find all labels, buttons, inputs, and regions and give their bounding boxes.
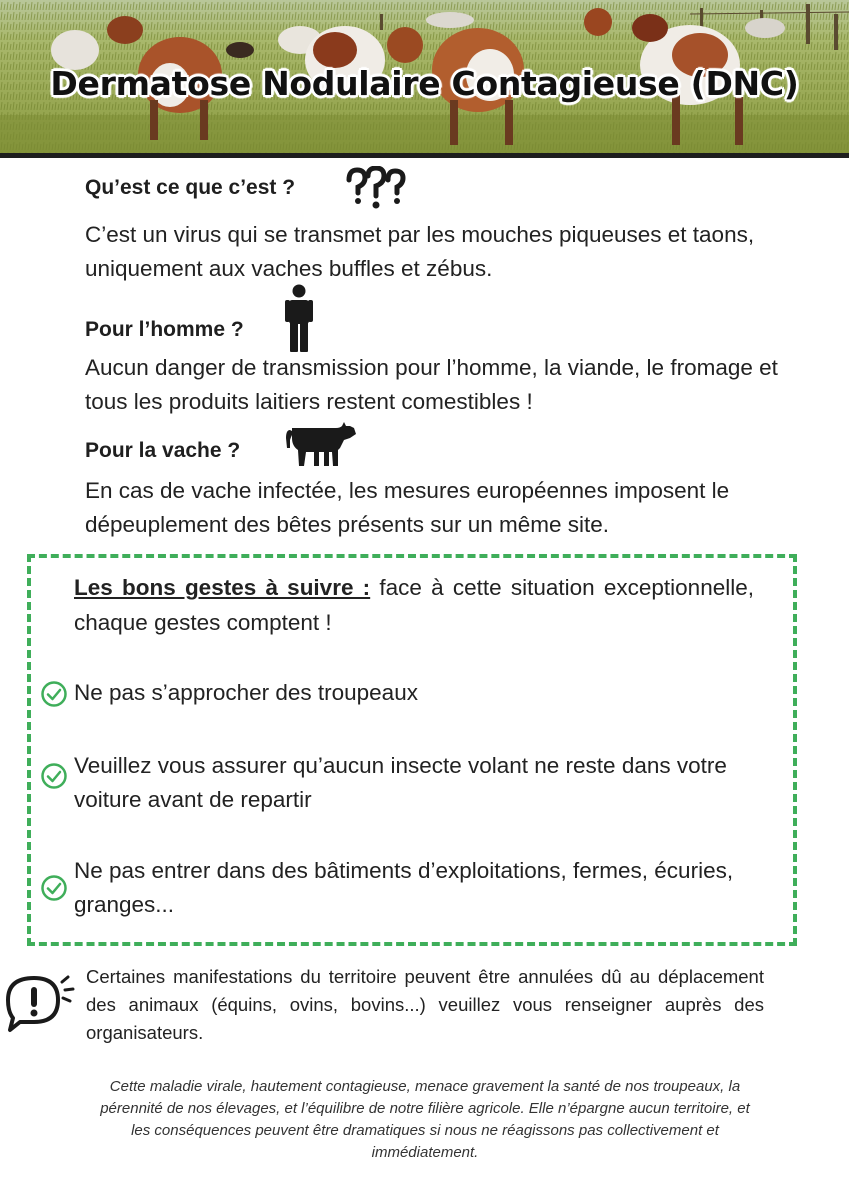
question-marks-icon (344, 166, 408, 212)
section-heading-for-humans: Pour l’homme ? (85, 318, 244, 341)
check-circle-icon (40, 874, 68, 902)
header-banner (0, 0, 849, 158)
section-heading-for-cows: Pour la vache ? (85, 439, 241, 462)
section-text-what-is-it: C’est un virus qui se transmet par les mouches piqueuses et taons, uniquement aux vaches buffles et zébus. (85, 222, 755, 281)
section-heading-what-is-it: Qu’est ce que c’est ? (85, 176, 296, 199)
good-practice-item: Veuillez vous assurer qu’aucun insecte volant ne reste dans votre voiture avant de repartir (74, 753, 727, 812)
check-circle-icon (40, 762, 68, 790)
good-practices-title: Les bons gestes à suivre : (74, 575, 371, 600)
good-practices-intro (74, 570, 754, 640)
good-practice-item: Ne pas s’approcher des troupeaux (74, 680, 418, 705)
section-text-for-cows: En cas de vache infectée, les mesures européennes imposent le dépeuplement des bêtes présents sur un même site. (85, 478, 730, 537)
page-title: Dermatose Nodulaire Contagieuse (DNC) (50, 64, 799, 103)
good-practice-item: Ne pas entrer dans des bâtiments d’exploitations, fermes, écuries, granges... (74, 858, 734, 917)
banner-divider (0, 153, 849, 158)
footer-note: Cette maladie virale, hautement contagieuse, menace gravement la santé de nos troupeaux, la pérennité de nos élevages, et l’équilibre de notre filière agricole. Elle n’épargne aucun territoire, et les conséquences peuvent être dramatiques si nous ne réagissons pas collectivement et immédiatement. (100, 1078, 750, 1161)
good-practices-intro-text: face à cette situation exceptionnelle, chaque gestes comptent ! (74, 575, 754, 635)
person-icon (285, 284, 313, 352)
check-circle-icon (40, 680, 68, 708)
cow-icon (284, 418, 358, 468)
warning-text: Certaines manifestations du territoire peuvent être annulées dû au déplacement des animaux (équins, ovins, bovins...) veuillez vous renseigner auprès des organisateurs. (86, 966, 764, 1043)
alert-speech-bubble-icon (4, 972, 76, 1034)
section-text-for-humans: Aucun danger de transmission pour l’homme, la viande, le fromage et tous les produits laitiers restent comestibles ! (85, 355, 778, 414)
